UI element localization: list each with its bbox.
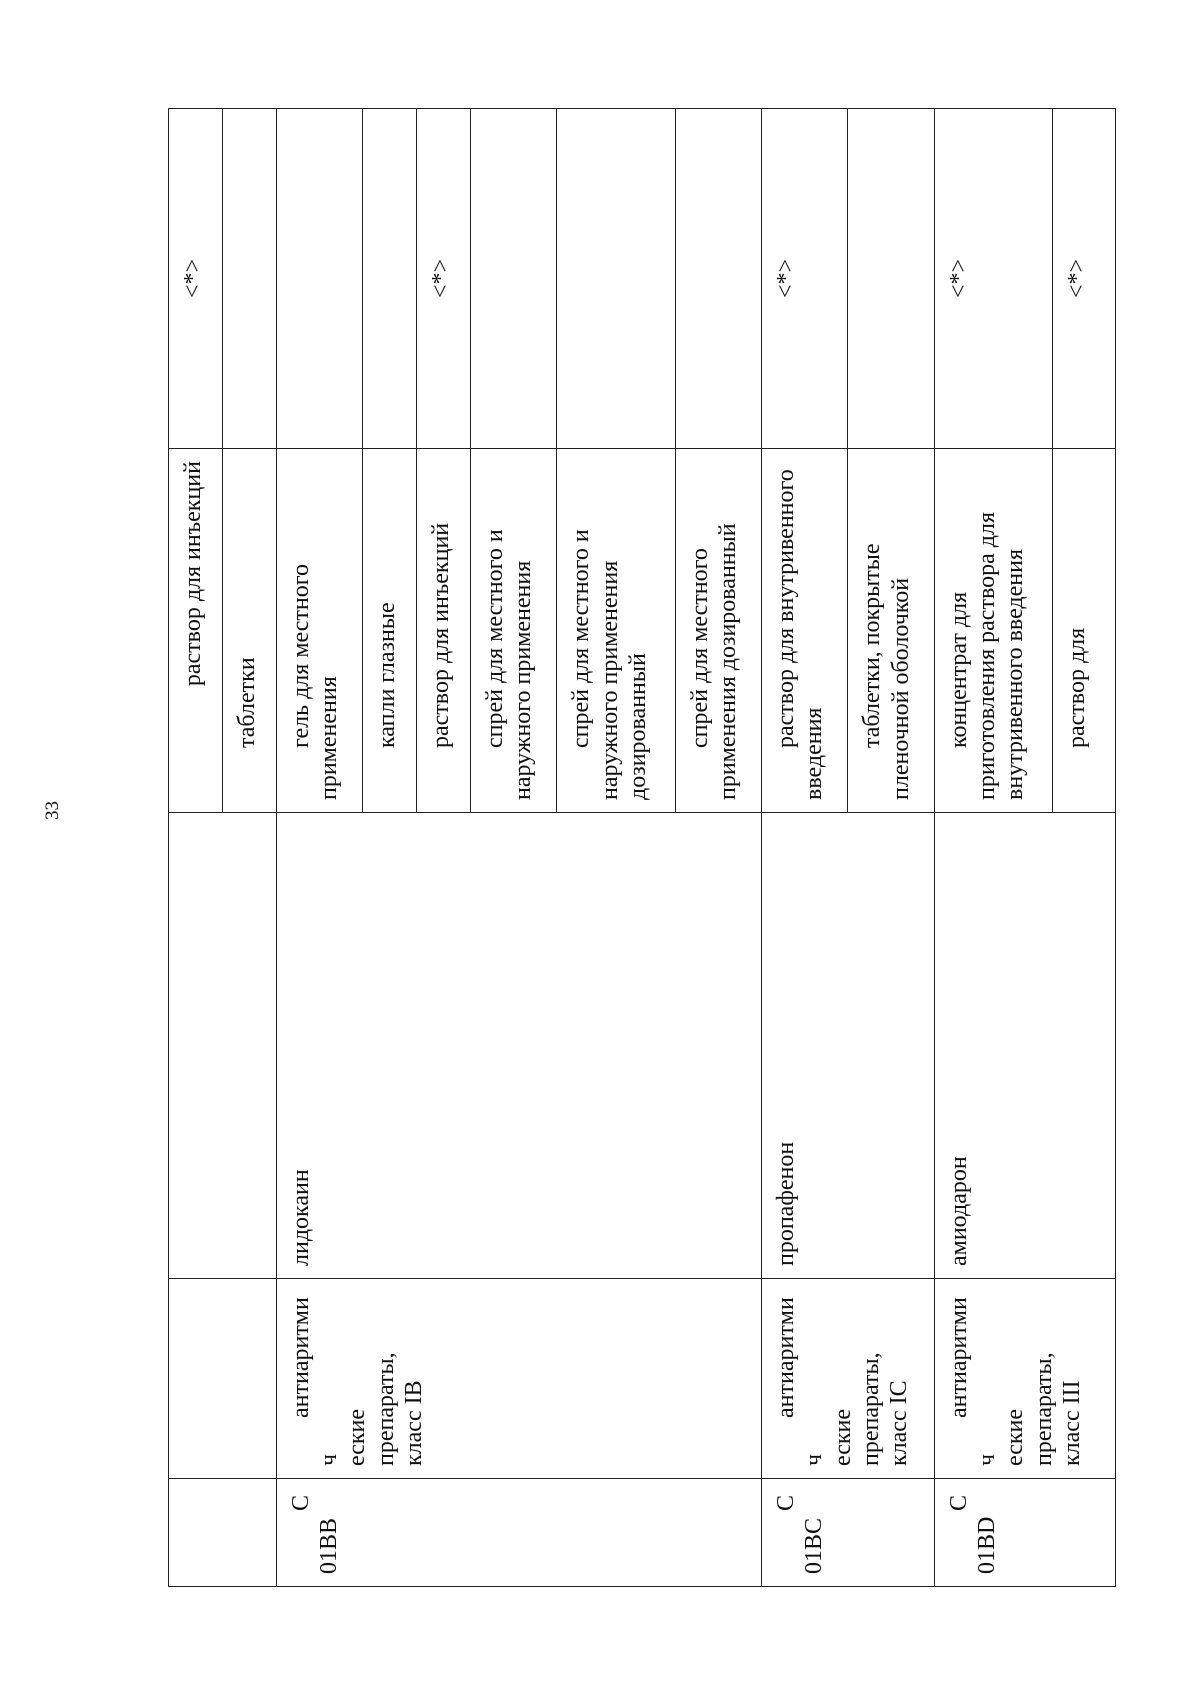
drug-name-cell: лидокаин	[276, 813, 761, 1279]
mark-text: <*>	[180, 258, 206, 299]
mark-cell	[848, 109, 934, 449]
atc-code-letter: С	[945, 1495, 972, 1512]
dosage-form-cell: таблетки	[222, 449, 276, 813]
group-cell	[276, 1279, 761, 1479]
mark-cell	[934, 109, 1053, 449]
dosage-form-cell: спрей для местного и наружного применения	[470, 449, 556, 813]
drug-table-rotated	[168, 109, 1116, 1587]
group-cell-empty	[169, 1279, 277, 1479]
drug-name-cell: пропафенон	[762, 813, 935, 1279]
atc-code-number: 01ВD	[974, 1516, 1001, 1574]
mark-cell	[470, 109, 556, 449]
dosage-form-cell: капли глазные	[363, 449, 417, 813]
atc-code-number: 01ВВ	[316, 1517, 343, 1574]
mark-cell	[675, 109, 761, 449]
table-row	[169, 109, 223, 1587]
dosage-form-cell: раствор для инъекций	[417, 449, 471, 813]
mark-text: <*>	[1064, 258, 1091, 299]
atc-code-letter: С	[773, 1495, 800, 1512]
group-first-line: антиаритмич	[773, 1297, 828, 1466]
drug-name-cell: амиодарон	[934, 813, 1115, 1279]
dosage-form-cell: спрей для местного и наружного применения дозированный	[557, 449, 676, 813]
mark-text: <*>	[428, 258, 455, 299]
dosage-form-cell: спрей для местного применения дозированный	[675, 449, 761, 813]
dosage-form-cell: раствор для	[1053, 449, 1116, 813]
mark-cell	[222, 109, 276, 449]
name-cell-empty	[169, 813, 277, 1279]
dosage-form-cell: концентрат для приготовления раствора для внутривенного введения	[934, 449, 1053, 813]
group-first-line: антиаритмич	[945, 1297, 1001, 1466]
group-rest: еские препараты, класс IВ	[344, 1352, 428, 1466]
atc-code-cell	[276, 1479, 761, 1587]
mark-cell	[363, 109, 417, 449]
table-row	[762, 109, 848, 1587]
dosage-form-cell: раствор для инъекций	[169, 449, 223, 813]
mark-text: <*>	[773, 258, 800, 299]
mark-cell	[557, 109, 676, 449]
group-cell	[934, 1279, 1115, 1479]
table-row	[276, 109, 362, 1587]
group-rest: еские препараты, класс IС	[829, 1352, 913, 1466]
atc-code-cell	[934, 1479, 1115, 1587]
drug-table	[168, 108, 1116, 1587]
group-rest: еские препараты, класс III	[1002, 1352, 1085, 1466]
mark-cell	[169, 109, 223, 449]
dosage-form-cell: гель для местного применения	[276, 449, 362, 813]
table-row	[934, 109, 1053, 1587]
atc-code-cell	[762, 1479, 935, 1587]
mark-text: <*>	[945, 258, 972, 299]
code-cell-empty	[169, 1479, 277, 1587]
mark-cell	[762, 109, 848, 449]
page-number: 33	[42, 801, 63, 820]
group-cell	[762, 1279, 935, 1479]
group-first-line: антиаритмич	[287, 1297, 343, 1466]
mark-cell	[417, 109, 471, 449]
dosage-form-cell: раствор для внутривенного введения	[762, 449, 848, 813]
mark-cell	[1053, 109, 1116, 449]
atc-code-letter: С	[287, 1495, 314, 1512]
mark-cell	[276, 109, 362, 449]
dosage-form-cell: таблетки, покрытые пленочной оболочкой	[848, 449, 934, 813]
atc-code-number: 01ВС	[801, 1517, 828, 1574]
